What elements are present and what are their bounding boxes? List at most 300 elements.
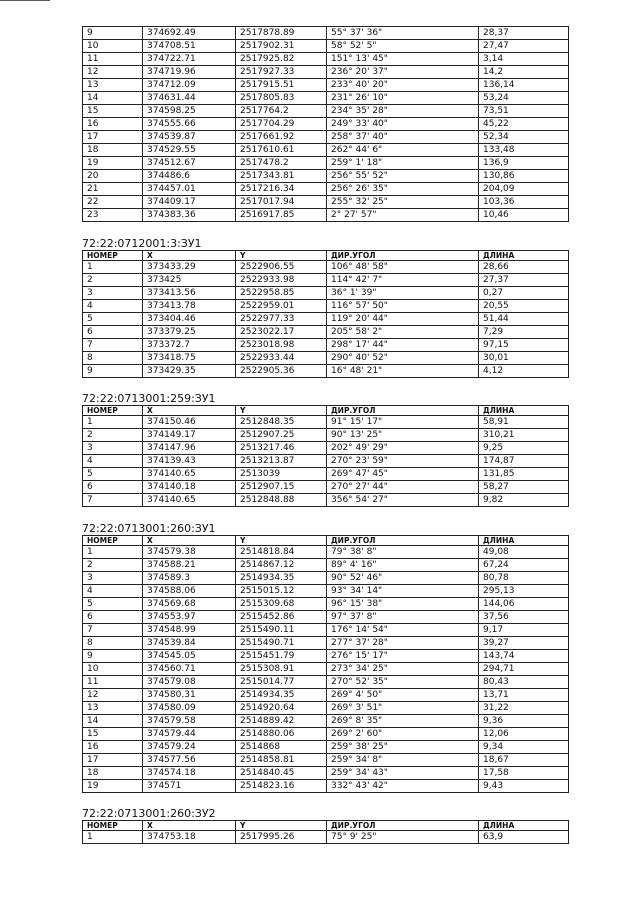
table-cell: 5 — [83, 598, 143, 611]
table-cell: 2517915.51 — [236, 79, 327, 92]
column-header: ДЛИНА — [479, 821, 569, 831]
column-header: ДИР.УГОЛ — [327, 536, 479, 546]
table-cell: 4 — [83, 455, 143, 468]
coordinates-table — [82, 250, 569, 378]
table-cell: 374548.99 — [143, 624, 236, 637]
table-row — [83, 442, 569, 455]
table-row — [83, 27, 569, 40]
table-cell: 2523022.17 — [236, 326, 327, 339]
table-row — [83, 92, 569, 105]
table-cell: 136,14 — [479, 79, 569, 92]
table-cell: 14 — [83, 92, 143, 105]
table-cell: 14,2 — [479, 66, 569, 79]
table-cell: 103,36 — [479, 196, 569, 209]
table-cell: 374588.21 — [143, 559, 236, 572]
table-cell: 4 — [83, 585, 143, 598]
table-cell: 75° 9' 25" — [327, 831, 479, 844]
table-cell: 4,12 — [479, 365, 569, 378]
table-cell: 2522906.55 — [236, 261, 327, 274]
table-cell: 373404.46 — [143, 313, 236, 326]
table-row — [83, 196, 569, 209]
table-cell: 7 — [83, 339, 143, 352]
table-cell: 374579.44 — [143, 728, 236, 741]
table-cell: 89° 4' 16" — [327, 559, 479, 572]
table-cell: 270° 23' 59" — [327, 455, 479, 468]
table-cell: 2522933.98 — [236, 274, 327, 287]
table-cell: 2522959.01 — [236, 300, 327, 313]
table-cell: 2517661.92 — [236, 131, 327, 144]
table-cell: 3,14 — [479, 53, 569, 66]
table-row — [83, 118, 569, 131]
coordinate-section-0713001-259-zu1 — [82, 392, 568, 507]
table-cell: 2517805.83 — [236, 92, 327, 105]
table-cell: 374589.3 — [143, 572, 236, 585]
table-cell: 356° 54' 27" — [327, 494, 479, 507]
table-cell: 2517610.61 — [236, 144, 327, 157]
table-cell: 2515309.68 — [236, 598, 327, 611]
table-row — [83, 689, 569, 702]
table-cell: 2523018.98 — [236, 339, 327, 352]
table-cell: 144,06 — [479, 598, 569, 611]
table-cell: 374579.08 — [143, 676, 236, 689]
table-cell: 373413.78 — [143, 300, 236, 313]
column-header: НОМЕР — [83, 251, 143, 261]
table-cell: 90° 52' 46" — [327, 572, 479, 585]
table-cell: 106° 48' 58" — [327, 261, 479, 274]
table-cell: 11 — [83, 676, 143, 689]
table-cell: 374553.97 — [143, 611, 236, 624]
table-row — [83, 429, 569, 442]
table-cell: 258° 37' 40" — [327, 131, 479, 144]
table-cell: 143,74 — [479, 650, 569, 663]
table-cell: 5 — [83, 313, 143, 326]
table-cell: 374539.84 — [143, 637, 236, 650]
table-cell: 97,15 — [479, 339, 569, 352]
table-row — [83, 352, 569, 365]
table-row — [83, 780, 569, 793]
table-cell: 374139.43 — [143, 455, 236, 468]
table-cell: 73,51 — [479, 105, 569, 118]
table-row — [83, 170, 569, 183]
table-cell: 2517017.94 — [236, 196, 327, 209]
table-cell: 2517343.81 — [236, 170, 327, 183]
table-cell: 80,43 — [479, 676, 569, 689]
table-header-row — [83, 821, 569, 831]
column-header: НОМЕР — [83, 821, 143, 831]
table-cell: 2517704.29 — [236, 118, 327, 131]
table-cell: 374140.65 — [143, 494, 236, 507]
table-cell: 374140.65 — [143, 468, 236, 481]
table-cell: 52,34 — [479, 131, 569, 144]
table-cell: 96° 15' 38" — [327, 598, 479, 611]
section-title: 72:22:0713001:260:ЗУ1 — [82, 522, 216, 535]
table-cell: 28,37 — [479, 27, 569, 40]
table-cell: 63,9 — [479, 831, 569, 844]
column-header: Y — [236, 406, 327, 416]
table-cell: 7 — [83, 494, 143, 507]
table-cell: 295,13 — [479, 585, 569, 598]
table-cell: 374149.17 — [143, 429, 236, 442]
table-cell: 9 — [83, 365, 143, 378]
table-cell: 2513217.46 — [236, 442, 327, 455]
table-cell: 3 — [83, 287, 143, 300]
coordinate-section-0713001-260-zu2 — [82, 807, 568, 844]
table-cell: 15 — [83, 728, 143, 741]
coordinates-table — [82, 26, 569, 222]
table-cell: 310,21 — [479, 429, 569, 442]
table-row — [83, 66, 569, 79]
table-cell: 269° 3' 51" — [327, 702, 479, 715]
table-cell: 18,67 — [479, 754, 569, 767]
table-cell: 374574.18 — [143, 767, 236, 780]
table-cell: 2515451.79 — [236, 650, 327, 663]
table-cell: 37,56 — [479, 611, 569, 624]
table-cell: 8 — [83, 637, 143, 650]
table-cell: 55° 37' 36" — [327, 27, 479, 40]
table-cell: 49,08 — [479, 546, 569, 559]
table-cell: 116° 57' 50" — [327, 300, 479, 313]
table-cell: 374598.25 — [143, 105, 236, 118]
table-cell: 259° 34' 8" — [327, 754, 479, 767]
table-cell: 202° 49' 29" — [327, 442, 479, 455]
section-title: 72:22:0712001:3:ЗУ1 — [82, 237, 202, 250]
table-cell: 16 — [83, 118, 143, 131]
table-cell: 2513213.87 — [236, 455, 327, 468]
table-cell: 2 — [83, 429, 143, 442]
table-cell: 2512907.15 — [236, 481, 327, 494]
table-cell: 269° 47' 45" — [327, 468, 479, 481]
table-cell: 17 — [83, 754, 143, 767]
table-cell: 2512907.25 — [236, 429, 327, 442]
table-cell: 2515490.71 — [236, 637, 327, 650]
table-cell: 131,85 — [479, 468, 569, 481]
table-cell: 18 — [83, 767, 143, 780]
table-cell: 2522977.33 — [236, 313, 327, 326]
table-cell: 231° 26' 10" — [327, 92, 479, 105]
table-cell: 270° 27' 44" — [327, 481, 479, 494]
table-cell: 9,25 — [479, 442, 569, 455]
table-cell: 298° 17' 44" — [327, 339, 479, 352]
table-cell: 15 — [83, 105, 143, 118]
table-cell: 2517925.82 — [236, 53, 327, 66]
table-cell: 2514818.84 — [236, 546, 327, 559]
table-cell: 12,06 — [479, 728, 569, 741]
table-cell: 2514934.35 — [236, 572, 327, 585]
table-cell: 374712.09 — [143, 79, 236, 92]
table-cell: 249° 33' 40" — [327, 118, 479, 131]
table-header-row — [83, 406, 569, 416]
table-row — [83, 741, 569, 754]
table-cell: 255° 32' 25" — [327, 196, 479, 209]
table-cell: 233° 40' 20" — [327, 79, 479, 92]
column-header: НОМЕР — [83, 536, 143, 546]
table-cell: 27,37 — [479, 274, 569, 287]
table-cell: 6 — [83, 326, 143, 339]
column-header: ДИР.УГОЛ — [327, 251, 479, 261]
table-cell: 58° 52' 5" — [327, 40, 479, 53]
table-cell: 269° 8' 35" — [327, 715, 479, 728]
coordinate-section-0713001-260-zu1 — [82, 522, 568, 793]
table-cell: 234° 35' 28" — [327, 105, 479, 118]
column-header: Y — [236, 536, 327, 546]
table-row — [83, 494, 569, 507]
table-cell: 2515452.86 — [236, 611, 327, 624]
table-cell: 374569.68 — [143, 598, 236, 611]
table-cell: 374579.24 — [143, 741, 236, 754]
table-cell: 2512848.88 — [236, 494, 327, 507]
column-header: НОМЕР — [83, 406, 143, 416]
table-cell: 374150.46 — [143, 416, 236, 429]
table-cell: 51,44 — [479, 313, 569, 326]
table-cell: 374708.51 — [143, 40, 236, 53]
table-cell: 374577.56 — [143, 754, 236, 767]
table-cell: 2515014.77 — [236, 676, 327, 689]
table-cell: 17,58 — [479, 767, 569, 780]
table-row — [83, 339, 569, 352]
table-cell: 12 — [83, 689, 143, 702]
table-row — [83, 481, 569, 494]
table-cell: 2515015.12 — [236, 585, 327, 598]
table-cell: 30,01 — [479, 352, 569, 365]
table-cell: 19 — [83, 780, 143, 793]
table-cell: 1 — [83, 416, 143, 429]
table-cell: 80,78 — [479, 572, 569, 585]
table-cell: 270° 52' 35" — [327, 676, 479, 689]
table-cell: 20,55 — [479, 300, 569, 313]
table-cell: 133,48 — [479, 144, 569, 157]
table-cell: 374722.71 — [143, 53, 236, 66]
table-cell: 114° 42' 7" — [327, 274, 479, 287]
table-cell: 13,71 — [479, 689, 569, 702]
table-cell: 9 — [83, 650, 143, 663]
column-header: X — [143, 536, 236, 546]
table-row — [83, 663, 569, 676]
table-cell: 17 — [83, 131, 143, 144]
table-cell: 2517216.34 — [236, 183, 327, 196]
table-row — [83, 365, 569, 378]
table-row — [83, 728, 569, 741]
table-row — [83, 416, 569, 429]
table-row — [83, 105, 569, 118]
table-cell: 373429.35 — [143, 365, 236, 378]
table-row — [83, 313, 569, 326]
table-cell: 7,29 — [479, 326, 569, 339]
table-row — [83, 144, 569, 157]
table-cell: 136,9 — [479, 157, 569, 170]
table-cell: 374580.31 — [143, 689, 236, 702]
table-cell: 373418.75 — [143, 352, 236, 365]
table-cell: 2514858.81 — [236, 754, 327, 767]
table-cell: 12 — [83, 66, 143, 79]
table-cell: 18 — [83, 144, 143, 157]
column-header: X — [143, 821, 236, 831]
table-cell: 27,47 — [479, 40, 569, 53]
section-title: 72:22:0713001:260:ЗУ2 — [82, 807, 216, 820]
table-row — [83, 715, 569, 728]
table-row — [83, 572, 569, 585]
table-cell: 9,34 — [479, 741, 569, 754]
table-cell: 2514920.64 — [236, 702, 327, 715]
coordinates-table — [82, 405, 569, 507]
table-row — [83, 637, 569, 650]
column-header: Y — [236, 251, 327, 261]
table-cell: 39,27 — [479, 637, 569, 650]
table-cell: 374753.18 — [143, 831, 236, 844]
table-row — [83, 209, 569, 222]
table-cell: 130,86 — [479, 170, 569, 183]
table-cell: 259° 34' 43" — [327, 767, 479, 780]
table-cell: 2512848.35 — [236, 416, 327, 429]
table-cell: 373425 — [143, 274, 236, 287]
table-cell: 2522958.85 — [236, 287, 327, 300]
table-cell: 374571 — [143, 780, 236, 793]
coordinate-section-continued — [82, 26, 568, 222]
table-row — [83, 157, 569, 170]
table-cell: 373413.56 — [143, 287, 236, 300]
table-cell: 374539.87 — [143, 131, 236, 144]
table-row — [83, 598, 569, 611]
table-cell: 2514880.06 — [236, 728, 327, 741]
table-row — [83, 274, 569, 287]
table-row — [83, 546, 569, 559]
column-header: Y — [236, 821, 327, 831]
table-cell: 2517902.31 — [236, 40, 327, 53]
table-cell: 16° 48' 21" — [327, 365, 479, 378]
table-cell: 0,27 — [479, 287, 569, 300]
table-cell: 2513039 — [236, 468, 327, 481]
table-row — [83, 183, 569, 196]
table-cell: 2517927.33 — [236, 66, 327, 79]
table-cell: 332° 43' 42" — [327, 780, 479, 793]
table-cell: 2522933.44 — [236, 352, 327, 365]
table-cell: 2514868 — [236, 741, 327, 754]
table-row — [83, 40, 569, 53]
table-cell: 67,24 — [479, 559, 569, 572]
table-cell: 2516917.85 — [236, 209, 327, 222]
table-cell: 8 — [83, 352, 143, 365]
table-cell: 269° 4' 50" — [327, 689, 479, 702]
table-row — [83, 831, 569, 844]
table-cell: 256° 26' 35" — [327, 183, 479, 196]
table-cell: 276° 15' 17" — [327, 650, 479, 663]
table-row — [83, 650, 569, 663]
table-cell: 273° 34' 25" — [327, 663, 479, 676]
table-cell: 2514867.12 — [236, 559, 327, 572]
page-top-mark — [0, 0, 50, 4]
table-cell: 97° 37' 8" — [327, 611, 479, 624]
table-cell: 2517878.89 — [236, 27, 327, 40]
table-cell: 373433.29 — [143, 261, 236, 274]
table-cell: 1 — [83, 546, 143, 559]
table-cell: 22 — [83, 196, 143, 209]
column-header: ДИР.УГОЛ — [327, 406, 479, 416]
table-cell: 3 — [83, 572, 143, 585]
table-cell: 374529.55 — [143, 144, 236, 157]
table-row — [83, 131, 569, 144]
table-header-row — [83, 251, 569, 261]
table-cell: 2514934.35 — [236, 689, 327, 702]
table-cell: 374457.01 — [143, 183, 236, 196]
table-cell: 374147.96 — [143, 442, 236, 455]
table-cell: 91° 15' 17" — [327, 416, 479, 429]
table-cell: 374588.06 — [143, 585, 236, 598]
table-row — [83, 455, 569, 468]
column-header: ДИР.УГОЛ — [327, 821, 479, 831]
table-cell: 13 — [83, 702, 143, 715]
table-cell: 9,82 — [479, 494, 569, 507]
table-cell: 2517995.26 — [236, 831, 327, 844]
table-cell: 374580.09 — [143, 702, 236, 715]
table-cell: 31,22 — [479, 702, 569, 715]
table-cell: 2 — [83, 559, 143, 572]
table-cell: 374579.38 — [143, 546, 236, 559]
column-header: ДЛИНА — [479, 406, 569, 416]
coordinates-table — [82, 535, 569, 793]
table-cell: 2517478.2 — [236, 157, 327, 170]
table-cell: 93° 34' 14" — [327, 585, 479, 598]
table-row — [83, 287, 569, 300]
coordinate-section-0712001-3-zu1 — [82, 237, 568, 378]
table-cell: 374631.44 — [143, 92, 236, 105]
table-cell: 1 — [83, 261, 143, 274]
table-cell: 374560.71 — [143, 663, 236, 676]
table-cell: 9,43 — [479, 780, 569, 793]
table-cell: 269° 2' 60" — [327, 728, 479, 741]
table-cell: 36° 1' 39" — [327, 287, 479, 300]
table-cell: 236° 20' 37" — [327, 66, 479, 79]
table-cell: 53,24 — [479, 92, 569, 105]
table-cell: 5 — [83, 468, 143, 481]
table-row — [83, 53, 569, 66]
table-cell: 204,09 — [479, 183, 569, 196]
table-row — [83, 611, 569, 624]
table-cell: 119° 20' 44" — [327, 313, 479, 326]
table-row — [83, 559, 569, 572]
table-cell: 374555.66 — [143, 118, 236, 131]
table-cell: 374719.96 — [143, 66, 236, 79]
table-cell: 2° 27' 57" — [327, 209, 479, 222]
table-cell: 6 — [83, 481, 143, 494]
table-cell: 9,17 — [479, 624, 569, 637]
table-cell: 374545.05 — [143, 650, 236, 663]
table-cell: 10 — [83, 40, 143, 53]
table-cell: 28,66 — [479, 261, 569, 274]
table-cell: 10 — [83, 663, 143, 676]
table-cell: 9,36 — [479, 715, 569, 728]
table-row — [83, 702, 569, 715]
table-cell: 79° 38' 8" — [327, 546, 479, 559]
table-cell: 21 — [83, 183, 143, 196]
table-cell: 374486.6 — [143, 170, 236, 183]
coordinates-table — [82, 820, 569, 844]
table-row — [83, 676, 569, 689]
table-cell: 2515490.11 — [236, 624, 327, 637]
table-cell: 374692.49 — [143, 27, 236, 40]
table-row — [83, 767, 569, 780]
table-cell: 2514840.45 — [236, 767, 327, 780]
table-cell: 58,91 — [479, 416, 569, 429]
table-cell: 259° 38' 25" — [327, 741, 479, 754]
table-cell: 9 — [83, 27, 143, 40]
table-cell: 374383.36 — [143, 209, 236, 222]
table-cell: 174,87 — [479, 455, 569, 468]
table-cell: 176° 14' 54" — [327, 624, 479, 637]
table-cell: 373372.7 — [143, 339, 236, 352]
table-cell: 277° 37' 28" — [327, 637, 479, 650]
table-cell: 374579.58 — [143, 715, 236, 728]
table-cell: 11 — [83, 53, 143, 66]
table-cell: 2517764.2 — [236, 105, 327, 118]
